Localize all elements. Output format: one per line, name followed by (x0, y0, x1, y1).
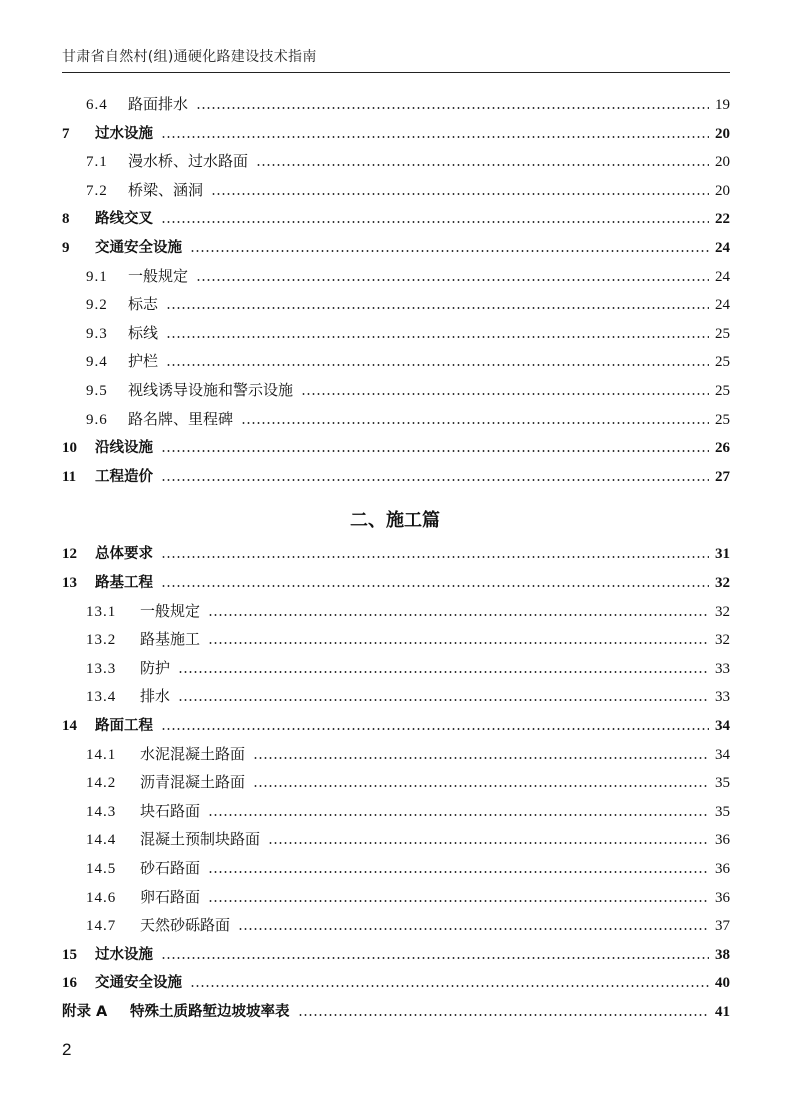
toc-entry-page: 37 (715, 918, 730, 934)
dot-leader (166, 336, 709, 338)
toc-entry-number: 13.4 (86, 689, 117, 705)
toc-entry-number: 9.2 (86, 297, 108, 313)
toc-entry-title: 过水设施 (95, 947, 153, 963)
toc-entry-title: 排水 (140, 687, 171, 705)
toc-entry-page: 25 (715, 383, 730, 399)
toc-entry-title: 标线 (128, 324, 159, 342)
dot-leader (208, 614, 709, 616)
toc-entry-title: 路基施工 (140, 630, 201, 648)
dot-leader (301, 393, 709, 395)
toc-entry-page: 33 (715, 661, 730, 677)
toc-entry-page: 32 (715, 604, 730, 620)
toc-entry-page: 24 (715, 269, 730, 285)
toc-entry-page: 26 (715, 440, 730, 456)
toc-entry-title: 防护 (140, 659, 171, 677)
toc-entry-number: 13.1 (86, 604, 117, 620)
dot-leader (253, 785, 709, 787)
toc-entry-page: 36 (715, 832, 730, 848)
toc-entry-title: 工程造价 (95, 469, 153, 485)
toc-entry-number: 13.2 (86, 632, 117, 648)
toc-entry-page: 20 (715, 154, 730, 170)
toc-entry[interactable] (86, 770, 730, 792)
toc-entry-number: 7 (62, 126, 70, 142)
toc-entry-page: 19 (715, 97, 730, 113)
toc-entry-page: 34 (715, 718, 730, 734)
toc-entry[interactable] (86, 913, 730, 935)
toc-entry-number: 12 (62, 546, 77, 562)
toc-entry-page: 35 (715, 775, 730, 791)
toc-entry-page: 40 (715, 975, 730, 991)
dot-leader (208, 871, 709, 873)
toc-entry[interactable] (86, 599, 730, 621)
toc-entry-title: 路面排水 (128, 95, 189, 113)
toc-entry-number: 14.6 (86, 890, 117, 906)
dot-leader (268, 842, 709, 844)
toc-entry-page: 20 (715, 126, 730, 142)
dot-leader (166, 364, 709, 366)
toc-entry-number: 14.1 (86, 747, 117, 763)
dot-leader (208, 900, 709, 902)
toc-entry-page: 36 (715, 890, 730, 906)
toc-entry[interactable] (62, 942, 730, 964)
toc-entry-title: 卵石路面 (140, 888, 201, 906)
toc-entry-title: 块石路面 (140, 802, 201, 820)
toc-entry-number: 9.5 (86, 383, 108, 399)
toc-entry-number: 9.4 (86, 354, 108, 370)
toc-entry[interactable] (62, 464, 730, 486)
toc-entry[interactable] (86, 178, 730, 200)
dot-leader (178, 699, 709, 701)
dot-leader (161, 957, 709, 959)
toc-entry-title: 交通安全设施 (95, 240, 182, 256)
toc-entry-title: 总体要求 (95, 546, 153, 562)
toc-entry[interactable] (86, 799, 730, 821)
part-heading: 二、施工篇 (350, 510, 440, 531)
dot-leader (253, 757, 709, 759)
toc-entry-number: 13.3 (86, 661, 117, 677)
toc-entry-number: 14.4 (86, 832, 117, 848)
toc-entry[interactable] (86, 827, 730, 849)
toc-entry-number: 15 (62, 947, 77, 963)
toc-entry-page: 24 (715, 297, 730, 313)
toc-entry-number: 8 (62, 211, 70, 227)
toc-entry-title: 沥青混凝土路面 (140, 773, 246, 791)
toc-entry-number: 14 (62, 718, 77, 734)
toc-entry-number: 6.4 (86, 97, 108, 113)
toc-entry-title: 标志 (128, 295, 159, 313)
dot-leader (256, 164, 709, 166)
toc-entry-page: 25 (715, 326, 730, 342)
dot-leader (196, 107, 709, 109)
toc-entry-number: 14.2 (86, 775, 117, 791)
running-header-title: 甘肃省自然村(组)通硬化路建设技术指南 (62, 49, 317, 65)
toc-entry-title: 漫水桥、过水路面 (128, 152, 249, 170)
toc-entry[interactable] (86, 627, 730, 649)
dot-leader (161, 585, 709, 587)
toc-entry-title: 天然砂砾路面 (140, 916, 231, 934)
toc-entry-title: 一般规定 (128, 267, 189, 285)
toc-entry-number: 14.3 (86, 804, 117, 820)
toc-entry-number: 7.1 (86, 154, 108, 170)
toc-entry-title: 桥梁、涵洞 (128, 181, 204, 199)
dot-leader (298, 1014, 710, 1016)
toc-entry-number: 13 (62, 575, 77, 591)
toc-entry[interactable] (86, 378, 730, 400)
toc-entry[interactable] (86, 292, 730, 314)
toc-entry[interactable] (86, 742, 730, 764)
dot-leader (208, 814, 709, 816)
toc-entry[interactable] (62, 206, 730, 228)
toc-entry[interactable] (62, 121, 730, 143)
toc-entry-number: 11 (62, 469, 77, 485)
toc-entry-number: 9.6 (86, 412, 108, 428)
toc-entry-page: 20 (715, 183, 730, 199)
toc-entry[interactable] (86, 149, 730, 171)
toc-entry-page: 25 (715, 412, 730, 428)
toc-entry[interactable] (86, 656, 730, 678)
toc-entry-title: 路线交叉 (95, 211, 153, 227)
toc-entry-title: 混凝土预制块路面 (140, 830, 261, 848)
dot-leader (190, 985, 709, 987)
toc-entry-page: 35 (715, 804, 730, 820)
toc-entry[interactable] (86, 407, 730, 429)
toc-entry-page: 36 (715, 861, 730, 877)
toc-entry-title: 特殊土质路堑边坡坡率表 (130, 1004, 290, 1020)
toc-entry[interactable] (86, 92, 730, 114)
toc-entry-number: 7.2 (86, 183, 108, 199)
dot-leader (166, 307, 709, 309)
toc-entry-page: 31 (715, 546, 730, 562)
dot-leader (161, 556, 709, 558)
toc-entry-title: 沿线设施 (95, 440, 153, 456)
toc-entry[interactable] (62, 570, 730, 592)
toc-entry-number: 16 (62, 975, 77, 991)
dot-leader (178, 671, 709, 673)
dot-leader (241, 422, 709, 424)
toc-entry-number: 9.1 (86, 269, 108, 285)
toc-entry[interactable] (62, 435, 730, 457)
toc-entry[interactable] (86, 885, 730, 907)
dot-leader (161, 450, 709, 452)
toc-entry[interactable] (86, 349, 730, 371)
toc-entry-page: 32 (715, 632, 730, 648)
running-header (62, 46, 730, 73)
toc-entry[interactable] (86, 264, 730, 286)
toc-entry-number: 附录 A (62, 1004, 108, 1020)
toc-entry-page: 32 (715, 575, 730, 591)
toc-entry[interactable] (86, 321, 730, 343)
toc-entry-title: 路面工程 (95, 718, 153, 734)
dot-leader (211, 193, 709, 195)
toc-entry[interactable] (86, 684, 730, 706)
toc-entry-page: 24 (715, 240, 730, 256)
toc-entry-page: 33 (715, 689, 730, 705)
toc-entry-number: 10 (62, 440, 77, 456)
toc-entry-title: 护栏 (128, 352, 159, 370)
dot-leader (161, 221, 709, 223)
toc-entry-page: 38 (715, 947, 730, 963)
toc-entry-title: 交通安全设施 (95, 975, 182, 991)
toc-entry-title: 路名牌、里程碑 (128, 410, 234, 428)
page-number: 2 (62, 1040, 72, 1059)
toc-entry-title: 过水设施 (95, 126, 153, 142)
dot-leader (161, 728, 709, 730)
toc-entry[interactable] (62, 713, 730, 735)
toc-entry-page: 22 (715, 211, 730, 227)
dot-leader (190, 250, 709, 252)
toc-entry-page: 25 (715, 354, 730, 370)
toc-entry[interactable] (62, 235, 730, 257)
toc-entry-title: 路基工程 (95, 575, 153, 591)
toc-entry-title: 水泥混凝土路面 (140, 745, 246, 763)
toc-entry-page: 27 (715, 469, 730, 485)
toc-entry-number: 14.7 (86, 918, 117, 934)
toc-entry-number: 9 (62, 240, 70, 256)
toc-entry-number: 14.5 (86, 861, 117, 877)
toc-entry[interactable] (62, 541, 730, 563)
dot-leader (238, 928, 709, 930)
toc-entry-number: 9.3 (86, 326, 108, 342)
toc-entry-title: 砂石路面 (140, 859, 201, 877)
toc-entry[interactable] (62, 970, 730, 992)
toc-entry[interactable] (62, 999, 730, 1021)
toc-entry-page: 34 (715, 747, 730, 763)
dot-leader (196, 279, 709, 281)
toc-entry-title: 视线诱导设施和警示设施 (128, 381, 294, 399)
toc-entry-title: 一般规定 (140, 602, 201, 620)
toc-entry-page: 41 (715, 1004, 730, 1020)
dot-leader (161, 479, 709, 481)
toc-entry[interactable] (86, 856, 730, 878)
dot-leader (208, 642, 709, 644)
dot-leader (161, 136, 709, 138)
